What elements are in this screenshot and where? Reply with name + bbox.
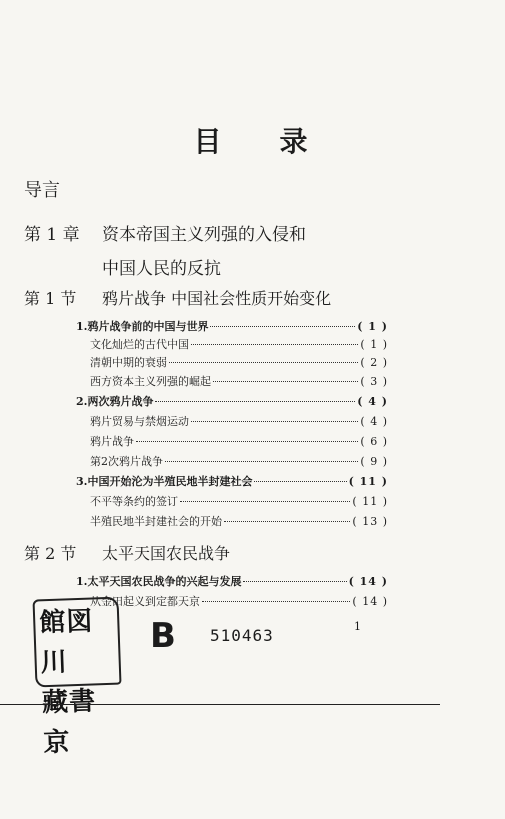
- toc-entry: [76, 393, 388, 409]
- leader-dots: [213, 380, 358, 382]
- toc-entry-text: 从金田起义到定都天京: [90, 595, 200, 608]
- section-title: 太平天国农民战争: [102, 544, 231, 563]
- library-stamp: [32, 597, 121, 759]
- toc-entry-text: 2.两次鸦片战争: [76, 395, 154, 408]
- section-heading: [24, 541, 230, 564]
- leader-dots: [191, 343, 358, 345]
- toc-entry-page: ( 11 ): [352, 495, 388, 508]
- chapter-title-line2: 中国人民的反抗: [102, 259, 221, 279]
- toc-entry-page: ( 14 ): [352, 595, 388, 608]
- leader-dots: [243, 580, 346, 582]
- chapter-heading: [24, 218, 306, 286]
- toc-entry-text: 鸦片战争: [90, 435, 134, 448]
- page-number: 1: [354, 620, 361, 633]
- toc-entry: [90, 453, 388, 469]
- toc-entry-page: ( 11 ): [348, 475, 388, 488]
- call-number: B: [150, 616, 176, 656]
- toc-entry: [90, 413, 388, 429]
- toc-entry: [90, 336, 388, 352]
- section-heading: [24, 286, 331, 309]
- toc-entry-text: 3.中国开始沦为半殖民地半封建社会: [76, 475, 253, 488]
- leader-dots: [169, 361, 358, 363]
- section-title: 鸦片战争 中国社会性质开始变化: [102, 289, 332, 308]
- leader-dots: [254, 480, 346, 482]
- leader-dots: [210, 325, 355, 327]
- page-title: [0, 120, 505, 160]
- toc-entry: [76, 573, 388, 589]
- toc-entry: [90, 593, 388, 609]
- toc-entry-page: ( 1 ): [360, 338, 388, 351]
- toc-entry-page: ( 9 ): [360, 455, 388, 468]
- toc-entry-text: 清朝中期的衰弱: [90, 356, 167, 369]
- toc-entry-text: 1.太平天国农民战争的兴起与发展: [76, 575, 242, 588]
- toc-entry-page: ( 4 ): [357, 395, 388, 408]
- toc-entry-page: ( 3 ): [360, 375, 388, 388]
- toc-entry-page: ( 2 ): [360, 356, 388, 369]
- toc-entry: [76, 318, 388, 334]
- leader-dots: [191, 420, 358, 422]
- stamp-line-2: 藏書京: [41, 686, 97, 759]
- toc-entry-text: 1.鸦片战争前的中国与世界: [76, 320, 209, 333]
- toc-entry: [90, 433, 388, 449]
- toc-entry-page: ( 14 ): [348, 575, 388, 588]
- accession-number: 510463: [210, 626, 274, 645]
- title-char-1: 目: [193, 125, 226, 158]
- leader-dots: [155, 400, 355, 402]
- toc-entry: [90, 354, 388, 370]
- toc-entry: [90, 513, 388, 529]
- section-number: 第 1 节: [24, 289, 77, 308]
- leader-dots: [136, 440, 358, 442]
- intro-heading: 导言: [24, 180, 60, 201]
- toc-entry-text: 不平等条约的签订: [90, 495, 178, 508]
- toc-entry-text: 鸦片贸易与禁烟运动: [90, 415, 189, 428]
- toc-entry-text: 第2次鸦片战争: [90, 455, 163, 468]
- toc-entry: [76, 473, 388, 489]
- section-number: 第 2 节: [24, 544, 77, 563]
- leader-dots: [180, 500, 350, 502]
- stamp-line-1: 館図川: [38, 606, 94, 679]
- chapter-title: [102, 218, 306, 286]
- toc-entry: [90, 373, 388, 389]
- toc-entry-page: ( 4 ): [360, 415, 388, 428]
- toc-entry-page: ( 1 ): [357, 320, 388, 333]
- leader-dots: [224, 520, 350, 522]
- chapter-title-line1: 资本帝国主义列强的入侵和: [102, 225, 306, 245]
- chapter-number: 第 1 章: [24, 225, 80, 245]
- title-char-2: 录: [279, 125, 312, 158]
- toc-entry-page: ( 13 ): [352, 515, 388, 528]
- toc-entry-text: 西方资本主义列强的崛起: [90, 375, 211, 388]
- toc-entry-text: 文化灿烂的古代中国: [90, 338, 189, 351]
- toc-entry-text: 半殖民地半封建社会的开始: [90, 515, 222, 528]
- bottom-rule: [0, 704, 440, 705]
- toc-entry: [90, 493, 388, 509]
- toc-entry-page: ( 6 ): [360, 435, 388, 448]
- leader-dots: [202, 600, 350, 602]
- leader-dots: [165, 460, 358, 462]
